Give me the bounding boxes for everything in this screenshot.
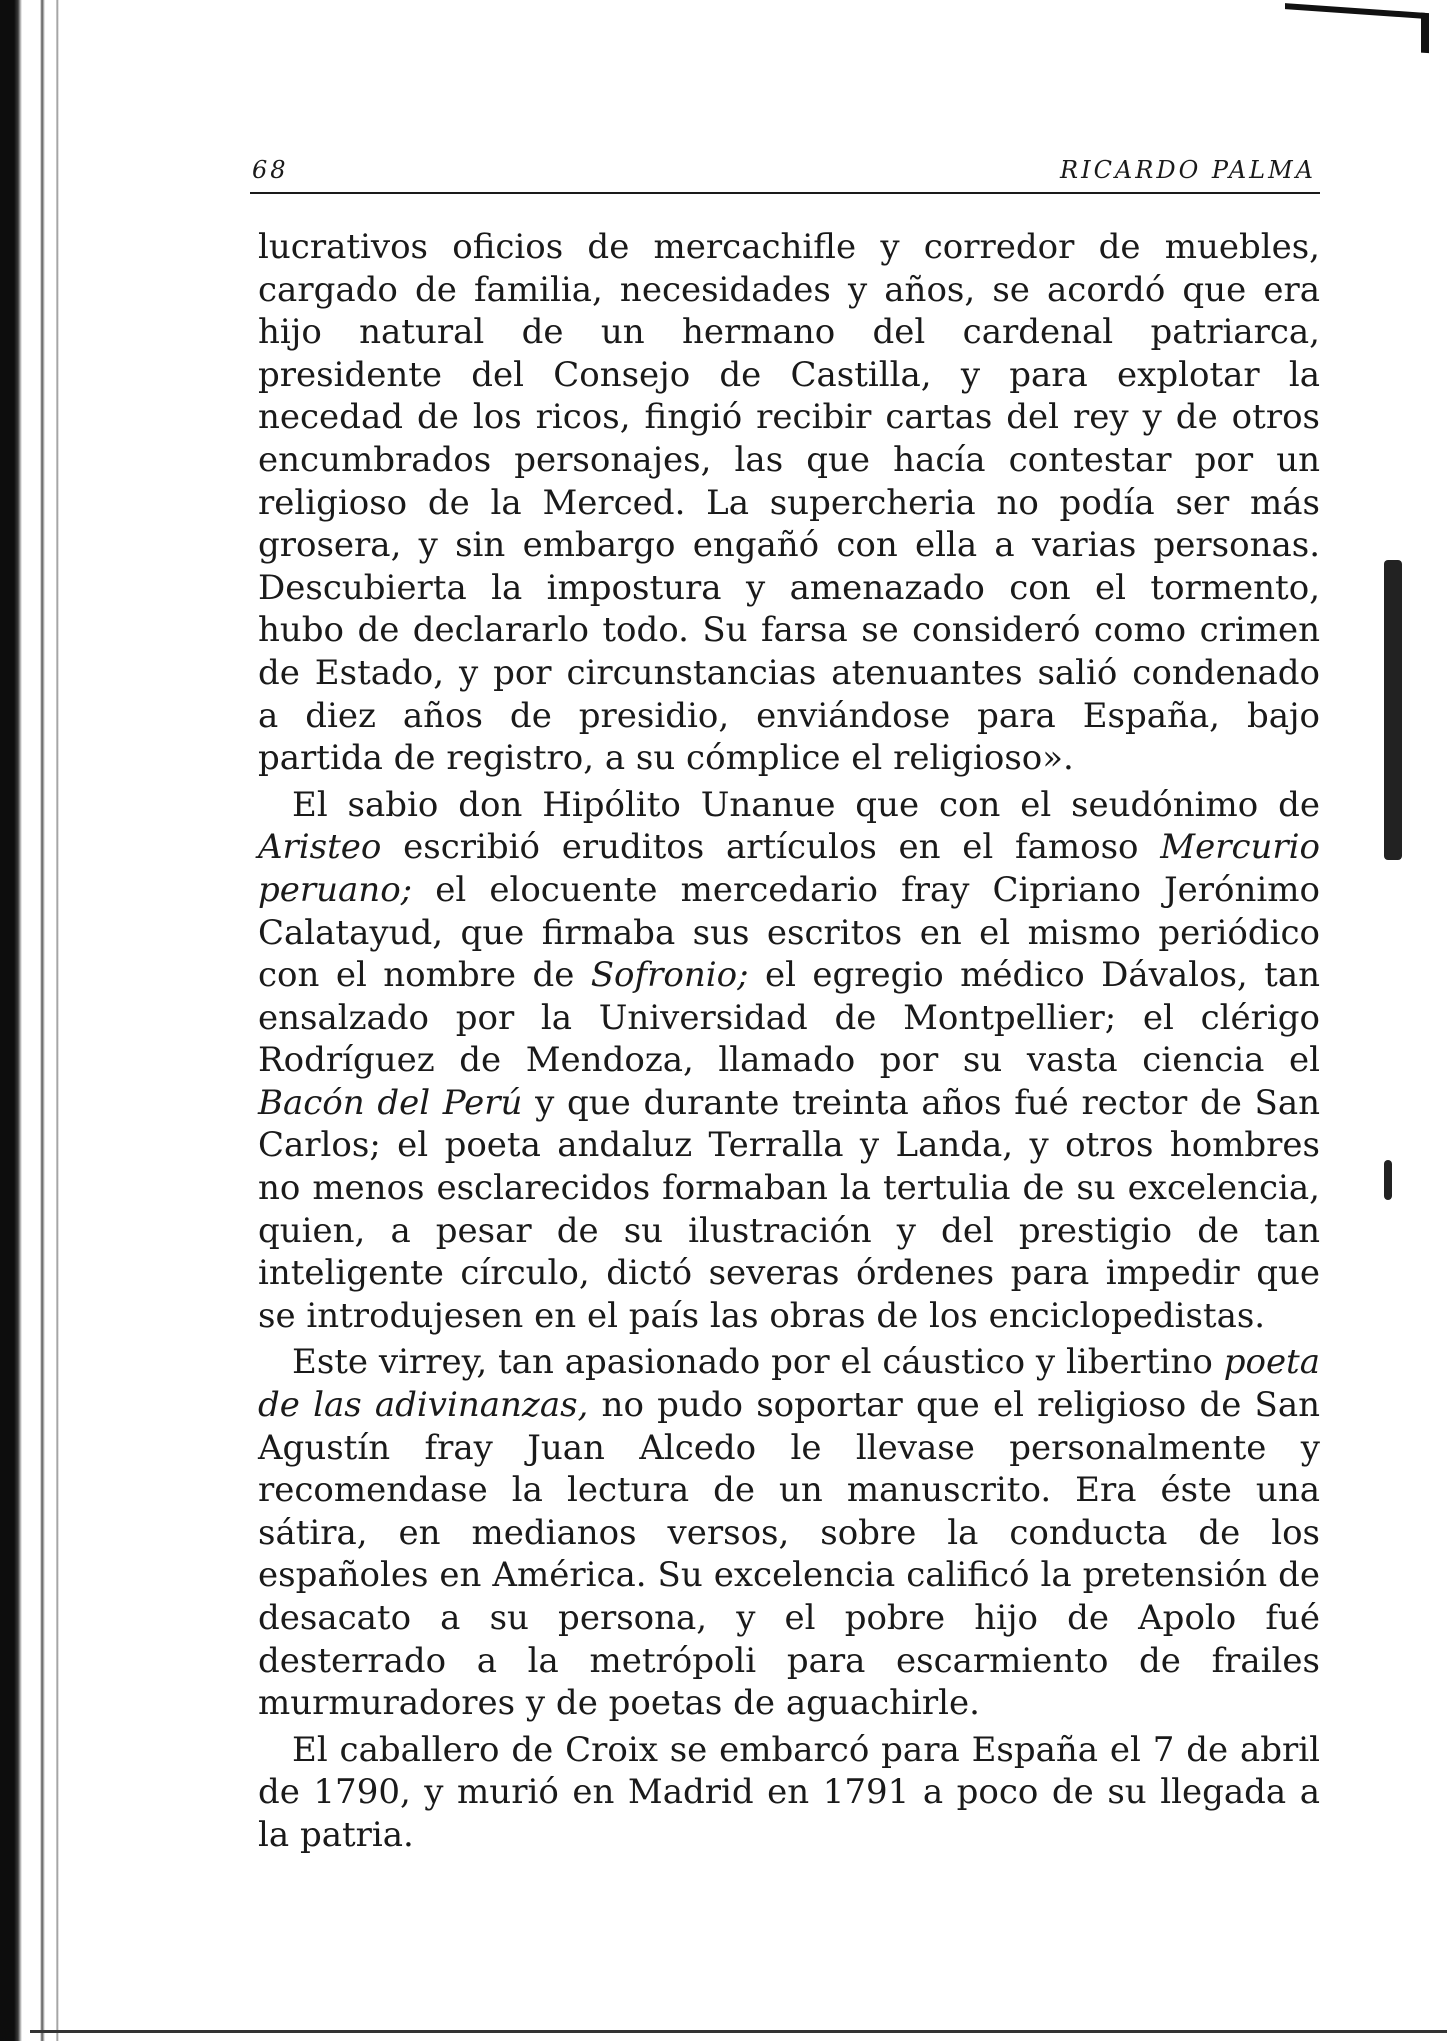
italic-run: Bacón del Perú	[258, 1082, 523, 1123]
text-run: Este virrey, tan apasionado por el cáustico y libertino	[292, 1342, 1224, 1383]
book-binding-edge	[0, 0, 72, 2041]
page-header	[250, 152, 1320, 194]
scan-smudge	[1384, 560, 1402, 860]
running-head: RICARDO PALMA	[1060, 156, 1316, 184]
paragraph: El caballero de Croix se embarcó para España el 7 de abril de 1790, y murió en Madrid en 1791 a poco de su llegada a la patria.	[258, 1729, 1320, 1855]
text-run: El sabio don Hipólito Unanue que con el seudónimo de	[292, 784, 1320, 825]
text-run: no pudo soportar que el religioso de San Agustín fray Juan Alcedo le llevase personalmente y recomendase la lectura de un manuscrito. Era éste una sátira, en medianos versos, sobre la conducta de los españoles en América. Su excelencia calificó la pretensión de desacato a su persona, y el pobre hijo de Apolo fué desterrado a la metrópoli para escarmiento de frailes murmuradores y de poetas de aguachirle.	[258, 1385, 1320, 1724]
italic-run: Sofronio;	[590, 955, 749, 996]
text-run: el egregio médico Dávalos, tan ensalzado por la Universidad de Montpellier; el clérigo Rodríguez de Mendoza, llamado por su vasta ciencia el	[258, 955, 1320, 1081]
paragraph	[258, 784, 1320, 1338]
italic-run: poeta de las adivinanzas,	[258, 1342, 1320, 1426]
text-run: el elocuente mercedario fray Cipriano Jerónimo Calatayud, que firmaba sus escritos en el mismo periódico con el nombre de	[258, 869, 1320, 996]
page-number: 68	[252, 156, 289, 184]
text-run: escribió eruditos artículos en el famoso	[381, 827, 1161, 868]
text-run: y que durante treinta años fué rector de San Carlos; el poeta andaluz Terralla y Landa, y otros hombres no menos esclarecidos formaban la tertulia de su excelencia, quien, a pesar de su ilustración y del prestigio de tan inteligente círculo, dictó severas órdenes para impedir que se introdujesen en el país las obras de los enciclopedistas.	[258, 1082, 1320, 1336]
page-text	[258, 226, 1320, 1861]
scan-corner-mark	[1285, 3, 1425, 59]
scan-bottom-edge	[30, 2030, 1447, 2033]
italic-run: Aristeo	[258, 827, 382, 868]
scan-smudge	[1384, 1160, 1392, 1200]
paragraph: lucrativos oficios de mercachifle y corredor de muebles, cargado de familia, necesidades y años, se acordó que era hijo natural de un hermano del cardenal patriarca, presidente del Consejo de Castilla, y para explotar la necedad de los ricos, fingió recibir cartas del rey y de otros encumbrados personajes, las que hacía contestar por un religioso de la Merced. La supercheria no podía ser más grosera, y sin embargo engañó con ella a varias personas. Descubierta la impostura y amenazado con el tormento, hubo de declararlo todo. Su farsa se consideró como crimen de Estado, y por circunstancias atenuantes salió condenado a diez años de presidio, enviándose para España, bajo partida de registro, a su cómplice el religioso».	[258, 227, 1320, 779]
italic-run: Mercurio peruano;	[258, 827, 1320, 910]
paragraph	[258, 1341, 1320, 1724]
